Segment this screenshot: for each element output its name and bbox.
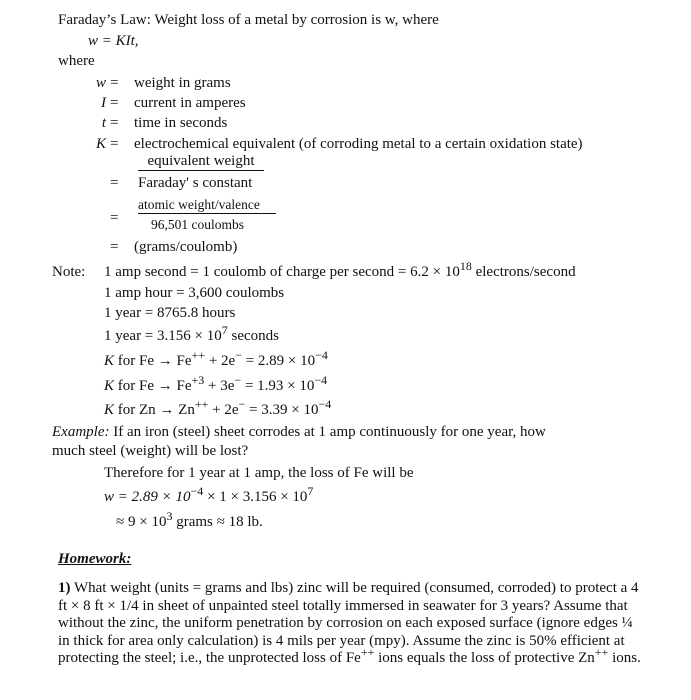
fraction1-denominator: Faraday' s constant [138,175,253,191]
def-equals: = [110,95,119,111]
fraction2-bar [138,213,276,214]
k-line: K for $Fe \to Fe^{++} + 2e^- = 2.89 \times 10^{-4}$ [104,348,328,369]
note-line: 1 amp hour = 3,600 coulombs [104,285,285,301]
units-equals: = [110,239,119,255]
fraction1-bar [138,170,264,171]
fraction1-numerator: equivalent weight [147,153,255,169]
example-line: Example: If an iron (steel) sheet corrodes at 1 amp continuously for one year, how [52,424,546,440]
note-line: 1 year = 8765.8 hours [104,305,236,321]
def-symbol: K [95,136,106,152]
intro-text: Faraday’s Law: Weight loss of a metal by corrosion is w, where [58,12,439,28]
note-line: 1 amp second = 1 coulomb of charge per second = $6.2 \times 10^{18}$ electrons/second [104,259,576,280]
def-desc: weight in grams [134,75,231,91]
def-desc: time in seconds [134,115,228,131]
fraction1-equals: = [110,175,119,191]
note-label: Note: [52,264,86,280]
units-line: (grams/coulomb) [134,239,238,255]
def-equals: = [110,115,119,131]
homework-question: 1) What weight (units = grams and lbs) zinc will be required (consumed, corroded) to protect a 4 ft × 8 ft × 1/4 in sheet of unpainted steel totally immersed in seawater for 3 years? Assume that without the zinc, the uniform penetration by corrosion on each exposed surface (ignore edges ¼ in thick for area only calculation) is 4 mils per year (mpy). Assume the zinc is 50% efficient at protecting the steel; i.e., the unprotected loss of Fe++ ions equals the loss of protective Zn++ ions. [58,580,641,667]
fraction2-equals: = [110,210,119,226]
where-label: where [58,53,95,69]
def-desc: current in amperes [134,95,246,111]
example-calc: $w = 2.89 \times 10^{-4} \times 1 \times 3.156 \times 10^7$ [104,484,314,505]
def-equals: = [110,136,119,152]
formula-main: w = KIt, [88,33,139,49]
example-line: much steel (weight) will be lost? [52,443,249,459]
homework-title: Homework: [58,551,132,567]
def-desc: electrochemical equivalent (of corroding metal to a certain oxidation state) [134,136,583,152]
fraction2-denominator: 96,501 coulombs [151,217,244,232]
k-line: K for $Zn \to Zn^{++} + 2e^- = 3.39 \times 10^{-4}$ [104,397,332,418]
example-therefore: Therefore for 1 year at 1 amp, the loss of Fe will be [104,465,414,481]
fraction2-numerator: atomic weight/valence [138,197,260,212]
def-symbol: w [95,75,106,91]
def-equals: = [110,75,119,91]
k-line: K for $Fe \to Fe^{+3} + 3e^- = 1.93 \times 10^{-4}$ [104,373,328,394]
def-symbol: I [101,95,106,111]
note-line: 1 year = $3.156 \times 10^7$ seconds [104,323,279,344]
def-symbol: t [101,115,106,131]
example-result: ≈ $9 \times 10^3$ grams ≈ 18 lb. [116,509,263,530]
